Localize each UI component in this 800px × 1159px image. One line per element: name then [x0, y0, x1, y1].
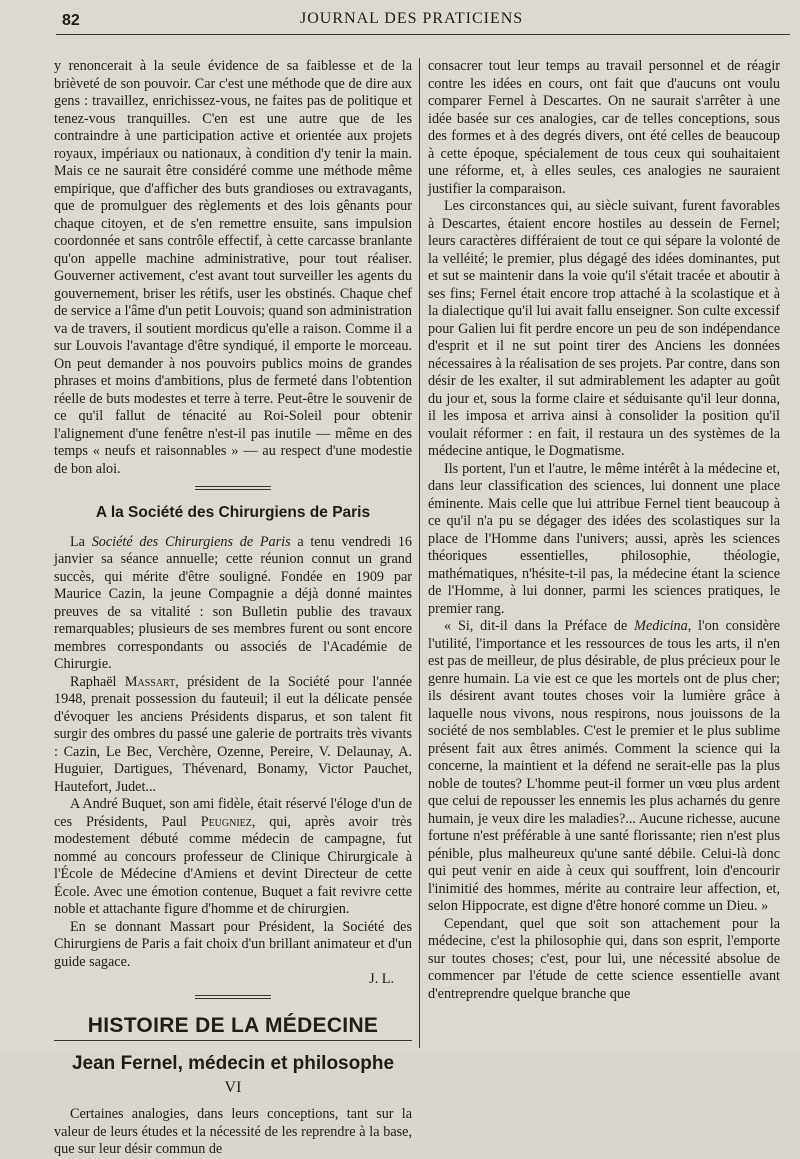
section-title: A la Société des Chirurgiens de Paris	[95, 504, 371, 521]
paragraph: Ils portent, l'un et l'autre, le même intérêt à la médecine et, dans leur classification des sciences, lui donnent une place éminente. Mais celle que lui attribue Fernel tient beaucoup à ce qu'il n'a pu se dégager des idées des scolastiques sur la place de l'Homme dans l'univers; aussi, après les sciences théoriques essentielles, philosophie, théologie, mathématiques, n'hésite-t-il pas, la médecine étant la science de l'Homme, à lui donner, parmi les sciences pratiques, le premier rang.	[428, 460, 780, 617]
left-column	[54, 58, 412, 1159]
journal-title: JOURNAL DES PRATICIENS	[300, 10, 524, 27]
page-header	[0, 0, 800, 40]
section-divider	[195, 995, 271, 999]
paragraph: « Si, dit-il dans la Préface de Medicina, l'on considère l'utilité, l'importance et les ressources de tous les arts, il n'en est pas de meilleur, de plus désirable, de plus précieux pour le genre humain. La vie est ce que les mortels ont de plus cher; ils désirent avant toutes choses voir la lumière grâce à laquelle nous vivons, nous respirons, nous jouissons de la société de nos semblables. C'est le premier et le plus sublime présent fait aux êtres animés. Comment la science qui la concerne, la maintient et la défend ne serait-elle pas la plus noble de toutes? L'homme peut-il former un vœu plus ardent que celui de repousser les ennemis les plus acharnés du genre humain, je veux dire les maladies?... Aucune richesse, aucune fortune n'est préférable à une santé florissante; rien n'est plus pénible, plus malheureux qu'une santé débile. Celui-là donc qui peut venir en aide à ceux qui souffrent, loin d'encourir l'inimitié des hommes, mérite au contraire leur affection, et, selon Hippocrate, est digne d'être honoré comme un Dieu. »	[428, 618, 780, 914]
italic-text: Medicina	[634, 618, 688, 634]
paragraph: La Société des Chirurgiens de Paris a tenu vendredi 16 janvier sa séance annuelle; cette réunion connut un grand succès, qui mérite d'être souligné. Fondée en 1909 par Maurice Cazin, la jeune Compagnie a déjà donné maintes preuves de sa vitalité : son Bulletin publie des travaux remarquables; plusieurs de ses membres furent ou sont encore membres correspondants ou associés de l'Académie de Chirurgie.	[54, 533, 413, 672]
paragraph: Raphaël Massart, président de la Société pour l'année 1948, prenait possession du fauteuil; il eut la délicate pensée d'évoquer les anciens Présidents disparus, et son talent fit surgir des ombres du passé une galerie de portraits très vivants : Cazin, Le Bec, Verchère, Ozenne, Pereire, V. Delaunay, A. Huguier, Dartigues, Thévenard, Bonamy, Victor Pauchet, Hautefort, Judet...	[54, 673, 412, 795]
heading-rule	[54, 1040, 412, 1041]
paragraph: A André Buquet, son ami fidèle, était réservé l'éloge d'un de ces Présidents, Paul Peugniez, qui, après avoir très modestement débuté comme médecin de campagne, fut nommé au concours professeur de Clinique Chirurgicale à l'École de Médecine d'Amiens et devint Directeur de cette École. Avec une émotion contenue, Buquet a fait revivre cette noble et attachante figure d'homme et de chirurgien.	[54, 796, 412, 917]
paragraph: En se donnant Massart pour Président, la Société des Chirurgiens de Paris a fait choix d'un brillant animateur et d'un guide sagace.	[54, 918, 412, 970]
rubric-heading: HISTOIRE DE LA MÉDECINE	[87, 1013, 379, 1037]
paragraph: Certaines analogies, dans leurs conceptions, tant sur la valeur de leurs études et la nécessité de les reprendre à la base, que sur leur désir commun de	[54, 1106, 412, 1157]
article-title: Jean Fernel, médecin et philosophe	[71, 1053, 395, 1074]
page-number: 82	[62, 12, 80, 29]
paragraph: consacrer tout leur temps au travail personnel et de réagir contre les idées en cours, ont fait que d'aucuns ont voulu comparer Fernel à Descartes. On ne saurait s'arrêter à une idée basée sur ces analogies, car de telles conceptions, sous des formes et à des degrés divers, ont été celles de beaucoup à cette époque, spécialement de tous ceux qui souhaitaient une réforme, et, à elles seules, ces analogies ne sauraient justifier la comparaison.	[428, 58, 780, 197]
person-name: Peugniez	[200, 813, 252, 830]
paragraph: Les circonstances qui, au siècle suivant, furent favorables à Descartes, étaient encore hostiles au dessein de Fernel; leurs caractères différaient de tout ce qui sépare la volonté de la velléité; le premier, plus dégagé des idées dominantes, put et sut se maintenir dans la voie qu'il s'était tracée et aboutir à ses fins; Fernel était encore trop attaché à la scolastique et à la dialectique qu'il lui avait fallu enseigner. Son culte excessif pour Galien lui fit perdre encore un peu de son indépendance d'esprit et il ne sut point tirer des Anciens les données nécessaires à la réalisation de ses projets. Par contre, dans son désir de les exalter, il sut admirablement les adapter au goût du jour et, sous la forme claire et séduisante qu'il leur donna, il les imposa et arriva ainsi à consolider la position qu'il voulait réformer : en fait, il restaura un des systèmes de la médecine antique, le Dogmatisme.	[428, 198, 780, 459]
paragraph: Cependant, quel que soit son attachement pour la médecine, c'est la philosophie qui, dans son esprit, l'emporte sur toutes choses; c'est, pour lui, une nécessité absolue de commencer par l'étude de cette science essentielle avant d'entreprendre quelque branche que	[428, 915, 780, 1002]
italic-text: Société des Chirurgiens de Paris	[91, 533, 291, 550]
column-divider	[419, 58, 420, 1048]
paragraph: y renoncerait à la seule évidence de sa faiblesse et de la brièveté de son pouvoir. Car c'est une méthode que de dire aux gens : travaillez, enrichissez-vous, ne faites pas de politique et tenez-vous tranquilles. C'en est une autre que de les contraindre à une participation active et orientée aux projets royaux, impériaux ou nationaux, à condition d'y tenir la main. Mais ce ne saurait être considéré comme une méthode même empirique, que d'afficher des buts grandioses ou extravagants, que de promulguer des règlements et des lois gênants pour chaque citoyen, et de s'en remettre ensuite, sans impulsion coordonnée et sans contrôle effectif, à cette carcasse branlante qu'on appelle machine administrative, pour tout réaliser. Gouverner activement, c'est avant tout surveiller les agents du gouvernement, briser les rétifs, user les obstinés. Chaque chef de service a l'âme d'un petit Louvois; quand son administration va de travers, il soutient mordicus qu'elle a raison. Comme il a sur Louvois l'avantage d'être syndiqué, il emporte le morceau. On peut demander à nos pouvoirs publics moins de grandes phrases et moins d'ambitions, plus de fermeté dans l'obtention réelle de buts modestes et terre à terre. Peut-être le souvenir de ce qu'il fallut de ténacité au Roi-Soleil pour obtenir l'alignement d'une fenêtre n'est-il pas inutile — même en des temps « neufs et raisonnables » — au respect d'une modestie de bon aloi.	[54, 58, 412, 477]
right-column	[428, 58, 780, 1003]
header-rule	[56, 34, 790, 35]
signature: J. L.	[369, 971, 394, 987]
person-name: Massart	[124, 673, 176, 690]
part-number: VI	[224, 1078, 242, 1096]
section-divider	[195, 486, 271, 490]
